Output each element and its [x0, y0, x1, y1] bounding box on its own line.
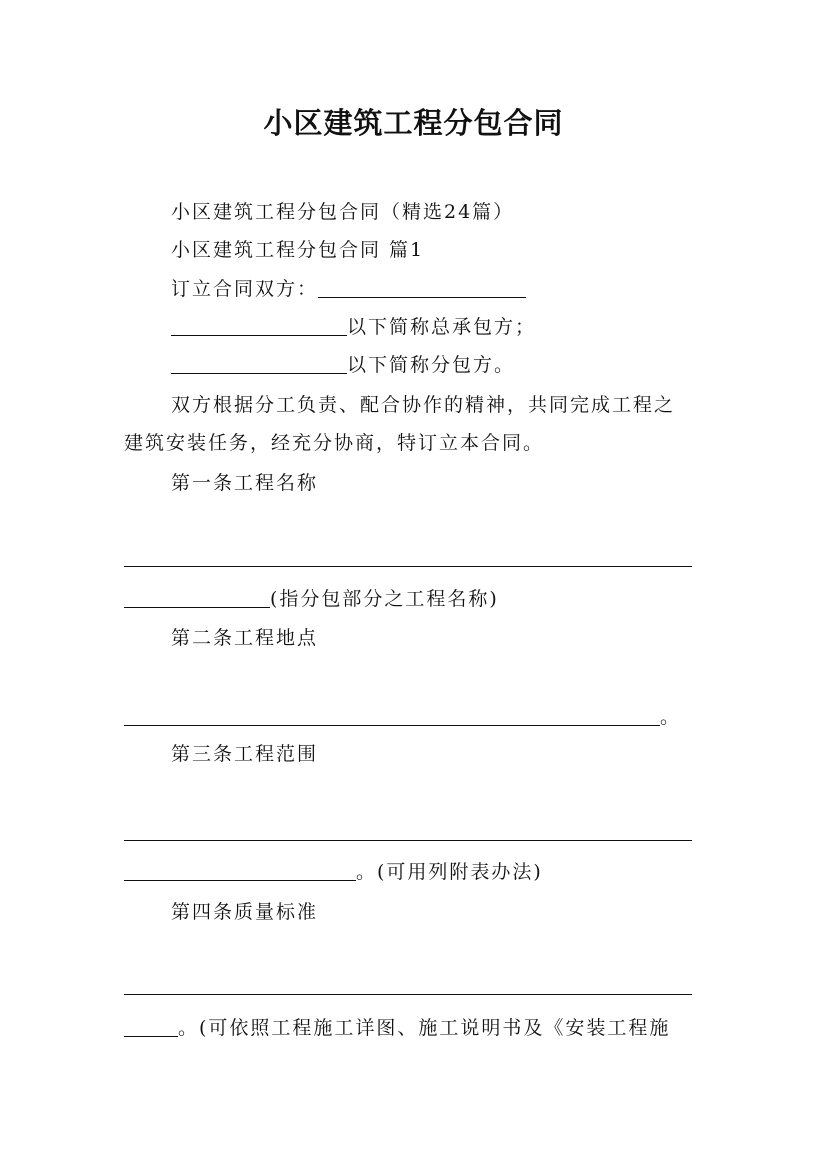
- article1-blank-rule: [124, 566, 692, 567]
- document-title: 小区建筑工程分包合同: [263, 106, 564, 140]
- subcontractor-blank: [171, 372, 347, 374]
- subcontractor-suffix: 以下简称分包方。: [347, 354, 516, 376]
- article4-blank-rule: [124, 994, 692, 995]
- article3-blank-rule: [124, 840, 692, 841]
- article1-blank: [124, 606, 270, 608]
- article1-note-line: [124, 586, 714, 612]
- parties-line: [171, 276, 761, 302]
- parties-label: 订立合同双方：: [171, 278, 319, 300]
- general-contractor-line: [171, 314, 761, 340]
- article2-heading: 第二条工程地点: [171, 627, 319, 649]
- article4-heading: 第四条质量标准: [171, 901, 319, 923]
- article2-end: 。: [660, 706, 682, 728]
- article1-heading: 第一条工程名称: [171, 472, 319, 494]
- article4-note-line: [124, 1015, 714, 1041]
- parties-blank: [318, 296, 526, 298]
- article3-note-line: [124, 859, 714, 885]
- article3-blank: [124, 879, 356, 881]
- section-heading: 小区建筑工程分包合同 篇1: [171, 239, 425, 261]
- article4-blank: [124, 1035, 178, 1037]
- article3-note: 。(可用列附表办法): [356, 861, 543, 883]
- article3-heading: 第三条工程范围: [171, 743, 319, 765]
- document-subtitle: 小区建筑工程分包合同（精选24篇）: [171, 201, 515, 223]
- intro-line-1: 双方根据分工负责、配合协作的精神，共同完成工程之: [171, 394, 676, 416]
- general-contractor-blank: [171, 334, 347, 336]
- article1-note: (指分包部分之工程名称): [270, 588, 499, 610]
- article2-blank-line: [124, 704, 714, 730]
- article2-blank: [124, 724, 660, 726]
- subcontractor-line: [171, 352, 761, 378]
- article4-note: 。(可依照工程施工详图、施工说明书及《安装工程施: [178, 1017, 671, 1039]
- intro-line-2: 建筑安装任务，经充分协商，特订立本合同。: [124, 432, 545, 454]
- general-contractor-suffix: 以下简称总承包方；: [347, 316, 537, 338]
